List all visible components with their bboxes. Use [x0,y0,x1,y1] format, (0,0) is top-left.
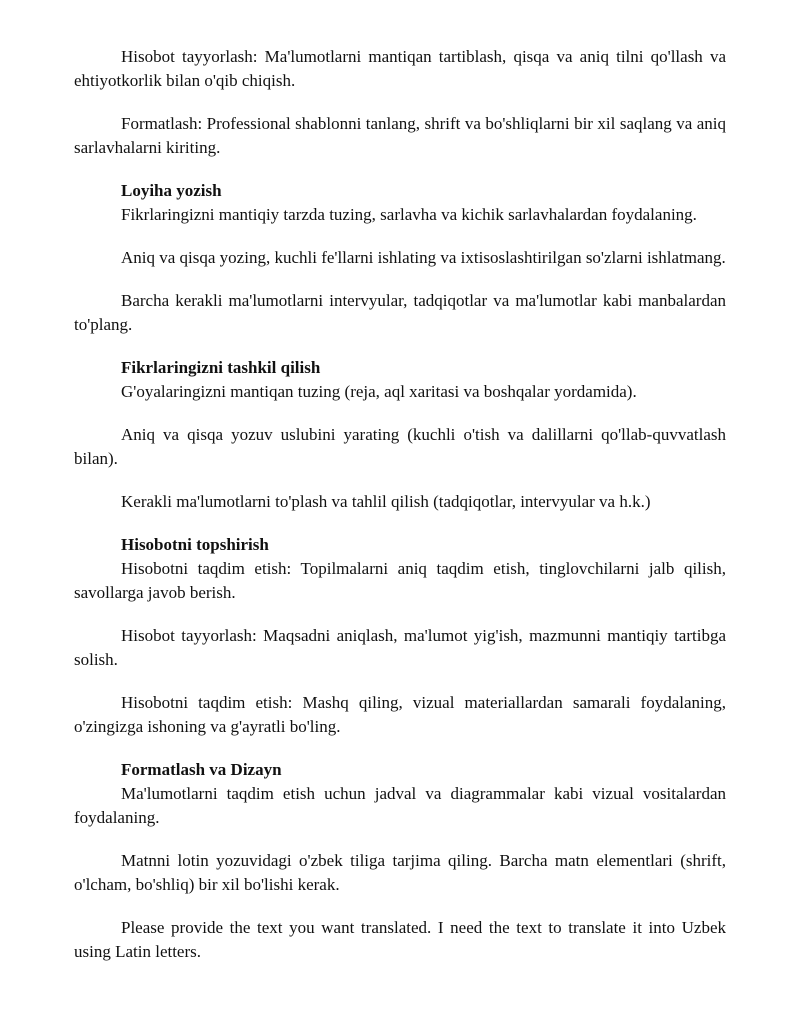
paragraph: Barcha kerakli ma'lumotlarni intervyular, tadqiqotlar va ma'lumotlar kabi manbalardan to'plang. [74,291,726,334]
paragraph: Ma'lumotlarni taqdim etish uchun jadval va diagrammalar kabi vizual vositalardan foydalaning. [74,784,726,827]
paragraph: Hisobot tayyorlash: Maqsadni aniqlash, ma'lumot yig'ish, mazmunni mantiqiy tartibga solish. [74,626,726,669]
paragraph: Hisobotni taqdim etish: Mashq qiling, vizual materiallardan samarali foydalaning, o'zingizga ishoning va g'ayratli bo'ling. [74,693,726,736]
section-heading: Formatlash va Dizayn [121,760,282,779]
paragraph: Fikrlaringizni mantiqiy tarzda tuzing, sarlavha va kichik sarlavhalardan foydalaning. [121,205,697,224]
section-loyiha-yozish [74,179,726,337]
paragraph: Hisobot tayyorlash: Ma'lumotlarni mantiqan tartiblash, qisqa va aniq tilni qo'llash va ehtiyotkorlik bilan o'qib chiqish. [74,47,726,90]
section-fikrlaringizni-tashkil-qilish [74,356,726,514]
paragraph: Hisobotni taqdim etish: Topilmalarni aniq taqdim etish, tinglovchilarni jalb qilish, savollarga javob berish. [74,559,726,602]
section-formatlash-va-dizayn [74,758,726,964]
section-heading: Loyiha yozish [121,181,222,200]
section-heading: Fikrlaringizni tashkil qilish [121,358,321,377]
paragraph: G'oyalaringizni mantiqan tuzing (reja, aql xaritasi va boshqalar yordamida). [121,382,637,401]
paragraph: Matnni lotin yozuvidagi o'zbek tiliga tarjima qiling. Barcha matn elementlari (shrift, o'lcham, bo'shliq) bir xil bo'lishi kerak. [74,851,726,894]
section-heading: Hisobotni topshirish [121,535,269,554]
paragraph: Formatlash: Professional shablonni tanlang, shrift va bo'shliqlarni bir xil saqlang va aniq sarlavhalarni kiriting. [74,114,726,157]
paragraph: Aniq va qisqa yozuv uslubini yarating (kuchli o'tish va dalillarni qo'llab-quvvatlash bilan). [74,425,726,468]
paragraph: Aniq va qisqa yozing, kuchli fe'llarni ishlating va ixtisoslashtirilgan so'zlarni ishlatmang. [121,248,726,267]
paragraph: Please provide the text you want translated. I need the text to translate it into Uzbek using Latin letters. [74,918,726,961]
paragraph: Kerakli ma'lumotlarni to'plash va tahlil qilish (tadqiqotlar, intervyular va h.k.) [121,492,651,511]
section-hisobotni-topshirish [74,533,726,739]
document-page [74,45,726,964]
